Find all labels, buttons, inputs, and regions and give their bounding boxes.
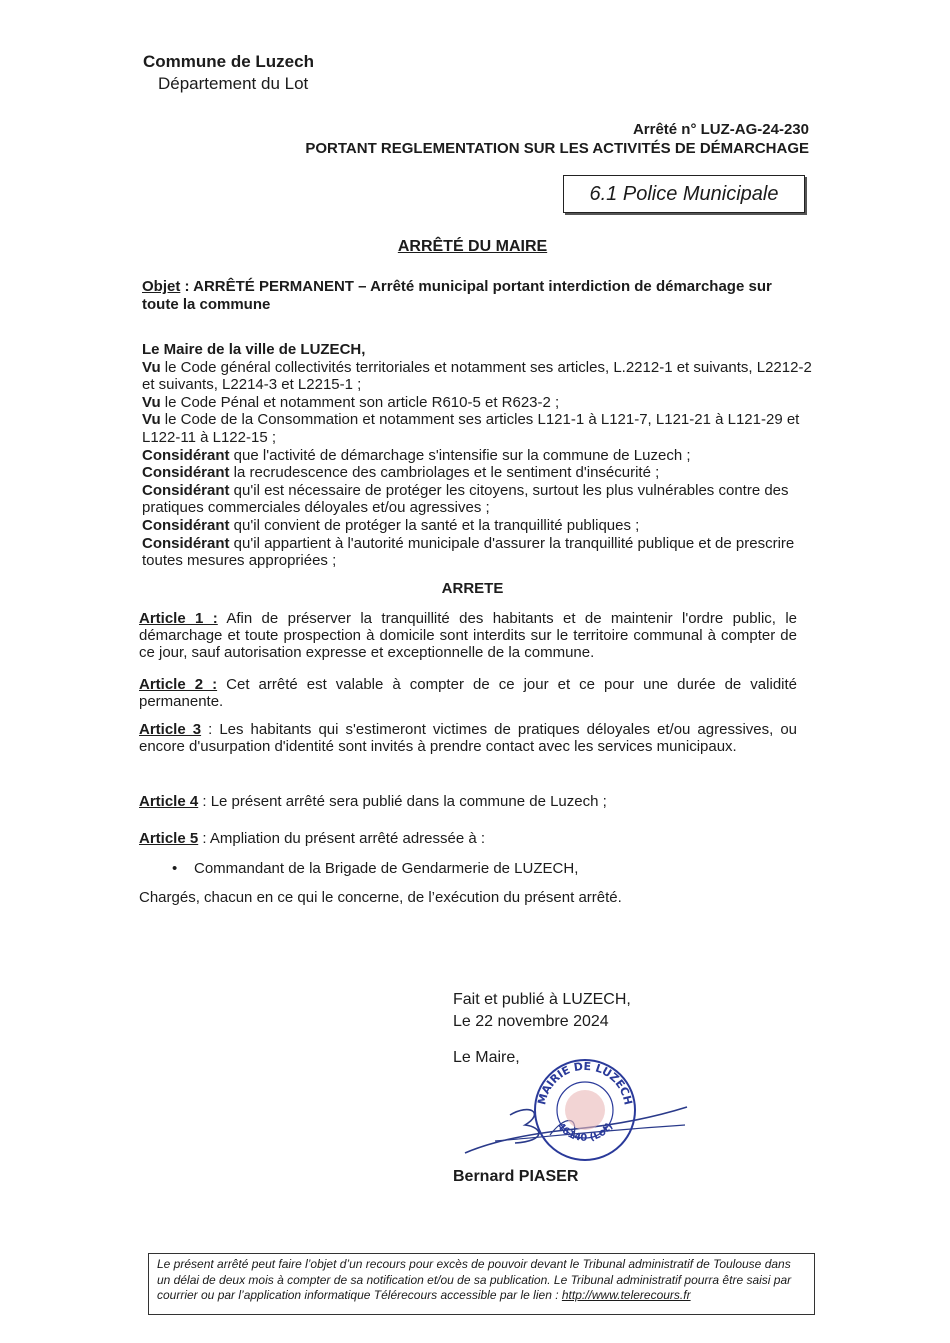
article-text: : Le présent arrêté sera publié dans la commune de Luzech ;	[198, 793, 607, 810]
preamble-item	[142, 517, 812, 535]
objet-text: : ARRÊTÉ PERMANENT – Arrêté municipal portant interdiction de démarchage sur toute la commune	[142, 278, 772, 313]
article-2	[139, 676, 797, 710]
preamble-item	[142, 394, 812, 412]
article-text: Cet arrêté est valable à compter de ce jour et ce pour une durée de validité permanente.	[139, 676, 797, 710]
svg-text:MAIRIE DE LUZECH: MAIRIE DE LUZECH	[535, 1059, 635, 1107]
document-title: ARRÊTÉ DU MAIRE	[397, 238, 548, 255]
article-label: Article 1 :	[139, 610, 218, 627]
preamble-text: qu'il convient de protéger la santé et la tranquillité publiques ;	[229, 516, 640, 534]
svg-text:46140 (Lot): 46140 (Lot)	[554, 1120, 616, 1144]
preamble-keyword: Considérant	[142, 446, 230, 464]
legal-notice-text: Le présent arrêté peut faire l’objet d’un recours pour excès de pouvoir devant le Tribunal administratif de Toulouse dans un délai de deux mois à compter de sa notification et/ou de sa publication. Le Tribunal administratif pourra être saisi par courrier ou par l’application informatique Télérecours accessible par le lien :	[157, 1257, 792, 1302]
ampliation-recipient: Commandant de la Brigade de Gendarmerie de LUZECH,	[194, 860, 579, 877]
preamble-keyword: Considérant	[142, 516, 230, 534]
commune-name: Commune de Luzech	[143, 52, 314, 71]
article-3	[139, 721, 797, 755]
article-1	[139, 610, 797, 661]
preamble-text: qu'il est nécessaire de protéger les citoyens, surtout les plus vulnérables contre des pratiques commerciales déloyales et/ou agressives ;	[142, 481, 789, 517]
article-label: Article 5	[139, 830, 199, 847]
category-box	[563, 175, 805, 213]
preamble-item	[142, 464, 812, 482]
bullet-icon: •	[172, 860, 178, 877]
preamble-keyword: Considérant	[142, 464, 230, 482]
article-text: : Les habitants qui s'estimeront victimes de pratiques déloyales et/ou agressives, ou encore d'usurpation d'identité sont invités à prendre contact avec les services municipaux.	[139, 721, 798, 755]
article-label: Article 4	[139, 793, 199, 810]
mayor-name: Bernard PIASER	[453, 1168, 579, 1185]
preamble-text: que l'activité de démarchage s'intensifie sur la commune de Luzech ;	[229, 446, 691, 464]
arrete-subject: PORTANT REGLEMENTATION SUR LES ACTIVITÉS DE DÉMARCHAGE	[305, 140, 809, 157]
preamble-keyword: Vu	[142, 358, 161, 376]
signature-role: Le Maire,	[453, 1049, 520, 1066]
article-label: Article 2 :	[139, 676, 218, 693]
preamble-item	[142, 482, 812, 517]
category-label: 6.1 Police Municipale	[589, 182, 779, 205]
preamble-keyword: Considérant	[142, 534, 230, 552]
arrete-number: Arrêté n° LUZ-AG-24-230	[632, 121, 809, 138]
preamble-text: le Code de la Consommation et notamment ses articles L121-1 à L121-7, L121-21 à L121-29 et L122-11 à L122-15 ;	[142, 411, 800, 446]
preamble-item	[142, 359, 812, 394]
arrete-heading: ARRETE	[441, 580, 504, 597]
signature-place: Fait et publié à LUZECH,	[453, 991, 631, 1008]
preamble-keyword: Considérant	[142, 481, 230, 499]
preamble-item	[142, 411, 812, 446]
preamble-keyword: Vu	[142, 393, 161, 411]
preamble-item	[142, 447, 812, 465]
preamble	[142, 341, 812, 570]
article-label: Article 3	[139, 721, 202, 738]
objet-label: Objet	[142, 278, 181, 295]
objet	[142, 278, 802, 313]
preamble-maire: Le Maire de la ville de LUZECH,	[142, 341, 366, 358]
article-4	[139, 793, 797, 810]
preamble-text: le Code général collectivités territoriales et notamment ses articles, L.2212-1 et suivants, L2212-2 et suivants, L2214-3 et L2215-1 ;	[142, 358, 812, 394]
ampliation-list-item	[172, 860, 578, 877]
article-text: : Ampliation du présent arrêté adressée à :	[198, 830, 486, 847]
telerecours-link[interactable]: http://www.telerecours.fr	[561, 1288, 691, 1302]
mairie-stamp	[530, 1055, 640, 1165]
signature-place-date	[453, 989, 631, 1033]
preamble-item	[142, 535, 812, 570]
preamble-keyword: Vu	[142, 411, 161, 429]
closing-statement: Chargés, chacun en ce qui le concerne, de l’exécution du présent arrêté.	[139, 889, 622, 906]
preamble-text: le Code Pénal et notamment son article R610-5 et R623-2 ;	[160, 393, 560, 411]
signature-date: Le 22 novembre 2024	[453, 1013, 609, 1030]
article-text: Afin de préserver la tranquillité des habitants et de maintenir l'ordre public, le démarchage et toute prospection à domicile sont interdits sur le territoire communal à compter de ce jour, sauf autorisation expresse et exceptionnelle de la commune.	[139, 610, 797, 661]
preamble-text: la recrudescence des cambriolages et le sentiment d'insécurité ;	[229, 464, 660, 482]
departement-name: Département du Lot	[158, 74, 309, 93]
article-5	[139, 830, 797, 847]
preamble-text: qu'il appartient à l'autorité municipale d'assurer la tranquillité publique et de prescrire toutes mesures appropriées ;	[142, 534, 795, 570]
legal-notice	[148, 1253, 815, 1315]
